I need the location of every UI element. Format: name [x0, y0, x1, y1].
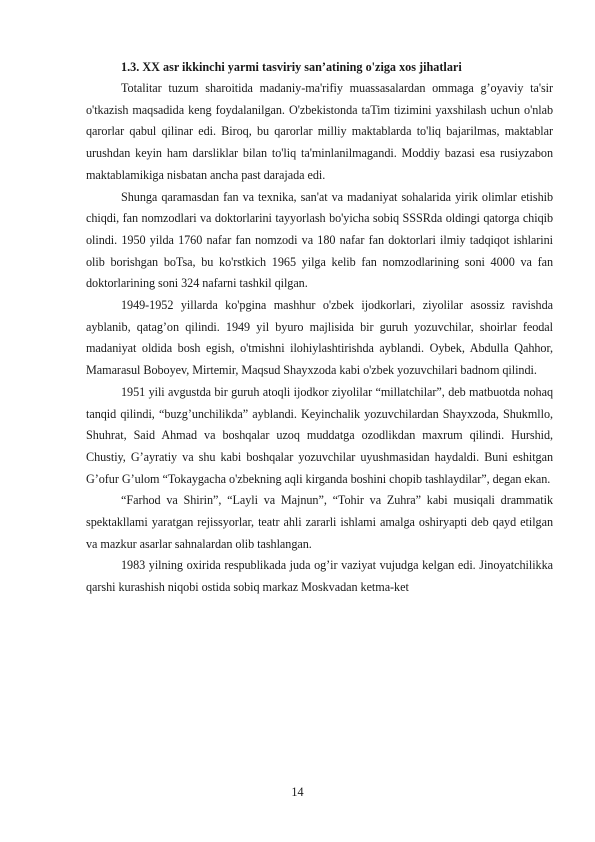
- page-number: 14: [291, 785, 304, 799]
- paragraph-nationalists-1951: 1951 yili avgustda bir guruh atoqli ijodkor ziyolilar “millatchilar”, deb matbuotda nohaq tanqid qilindi, “buzg’unchilikda” ayblandi. Keyinchalik yozuvchilardan Shayxzoda, Shukmllo, Shuhrat, Said Ahmad va boshqalar uzoq muddatga ozodlikdan maxrum qilindi. Hurshid, Chustiy, G’ayratiy va shu kabi boshqalar yozuvchilar uyushmasidan haydaldi. Buni eshitgan G’ofur G’ulom “Tokaygacha o'zbekning aqli kirganda boshini chopib tashlaydilar”, degan ekan.: [86, 384, 553, 486]
- paragraph-1983: 1983 yilning oxirida respublikada juda og’ir vaziyat vujudga kelgan edi. Jinoyatchilikka qarshi kurashish niqobi ostida sobiq markaz Moskvadan ketma-ket: [86, 558, 553, 595]
- paragraph-theatre: “Farhod va Shirin”, “Layli va Majnun”, “Tohir va Zuhra” kabi musiqali drammatik spektakllami yaratgan rejissyorlar, teatr ahli zararli ishlami amalga oshiryapti deb qayd etilgan va mazkur asarlar sahnalardan olib tashlangan.: [86, 493, 553, 551]
- body-text: [86, 78, 553, 599]
- section-heading: 1.3. XX asr ikkinchi yarmi tasviriy san’atining o'ziga xos jihatlari: [121, 60, 462, 74]
- paragraph-totalitar: Totalitar tuzum sharoitida madaniy-ma'rifiy muassasalardan ommaga g’oyaviy ta'sir o'tkazish maqsadida keng foydalanilgan. O'zbekistonda taTim tizimini yaxshilash uchun o'nlab qarorlar qabul qilinar edi. Biroq, bu qarorlar milliy maktablarda to'liq bajarilmas, maktablar urushdan keyin ham darsliklar bilan to'liq ta'minlanilmagandi. Moddiy bazasi esa rusiyzabon maktablamikiga nisbatan ancha past darajada edi.: [86, 81, 553, 182]
- paragraph-repressions-1949: 1949-1952 yillarda ko'pgina mashhur o'zbek ijodkorlari, ziyolilar asossiz ravishda ayblanib, qatag’on qilindi. 1949 yil byuro majlisida bir guruh yozuvchilar, shoirlar feodal madaniyat oldida bosh egish, o'tmishni ilohiylashtirishda ayblandi. Oybek, Abdulla Qahhor, Mamarasul Boboyev, Mirtemir, Maqsud Shayxzoda kabi o'zbek yozuvchilari badnom qilindi.: [86, 298, 553, 378]
- paragraph-scientists: Shunga qaramasdan fan va texnika, san'at va madaniyat sohalarida yirik olimlar etishib chiqdi, fan nomzodlari va doktorlarini tayyorlash bo'yicha sobiq SSSRda oldingi qatorga chiqib olindi. 1950 yilda 1760 nafar fan nomzodi va 180 nafar fan doktorlari ilmiy tadqiqot ishlarini olib borishgan boTsa, bu ko'rstkich 1965 yilga kelib fan nomzodlarining soni 4000 va fan doktorlarining soni 324 nafarni tashkil qilgan.: [86, 189, 553, 291]
